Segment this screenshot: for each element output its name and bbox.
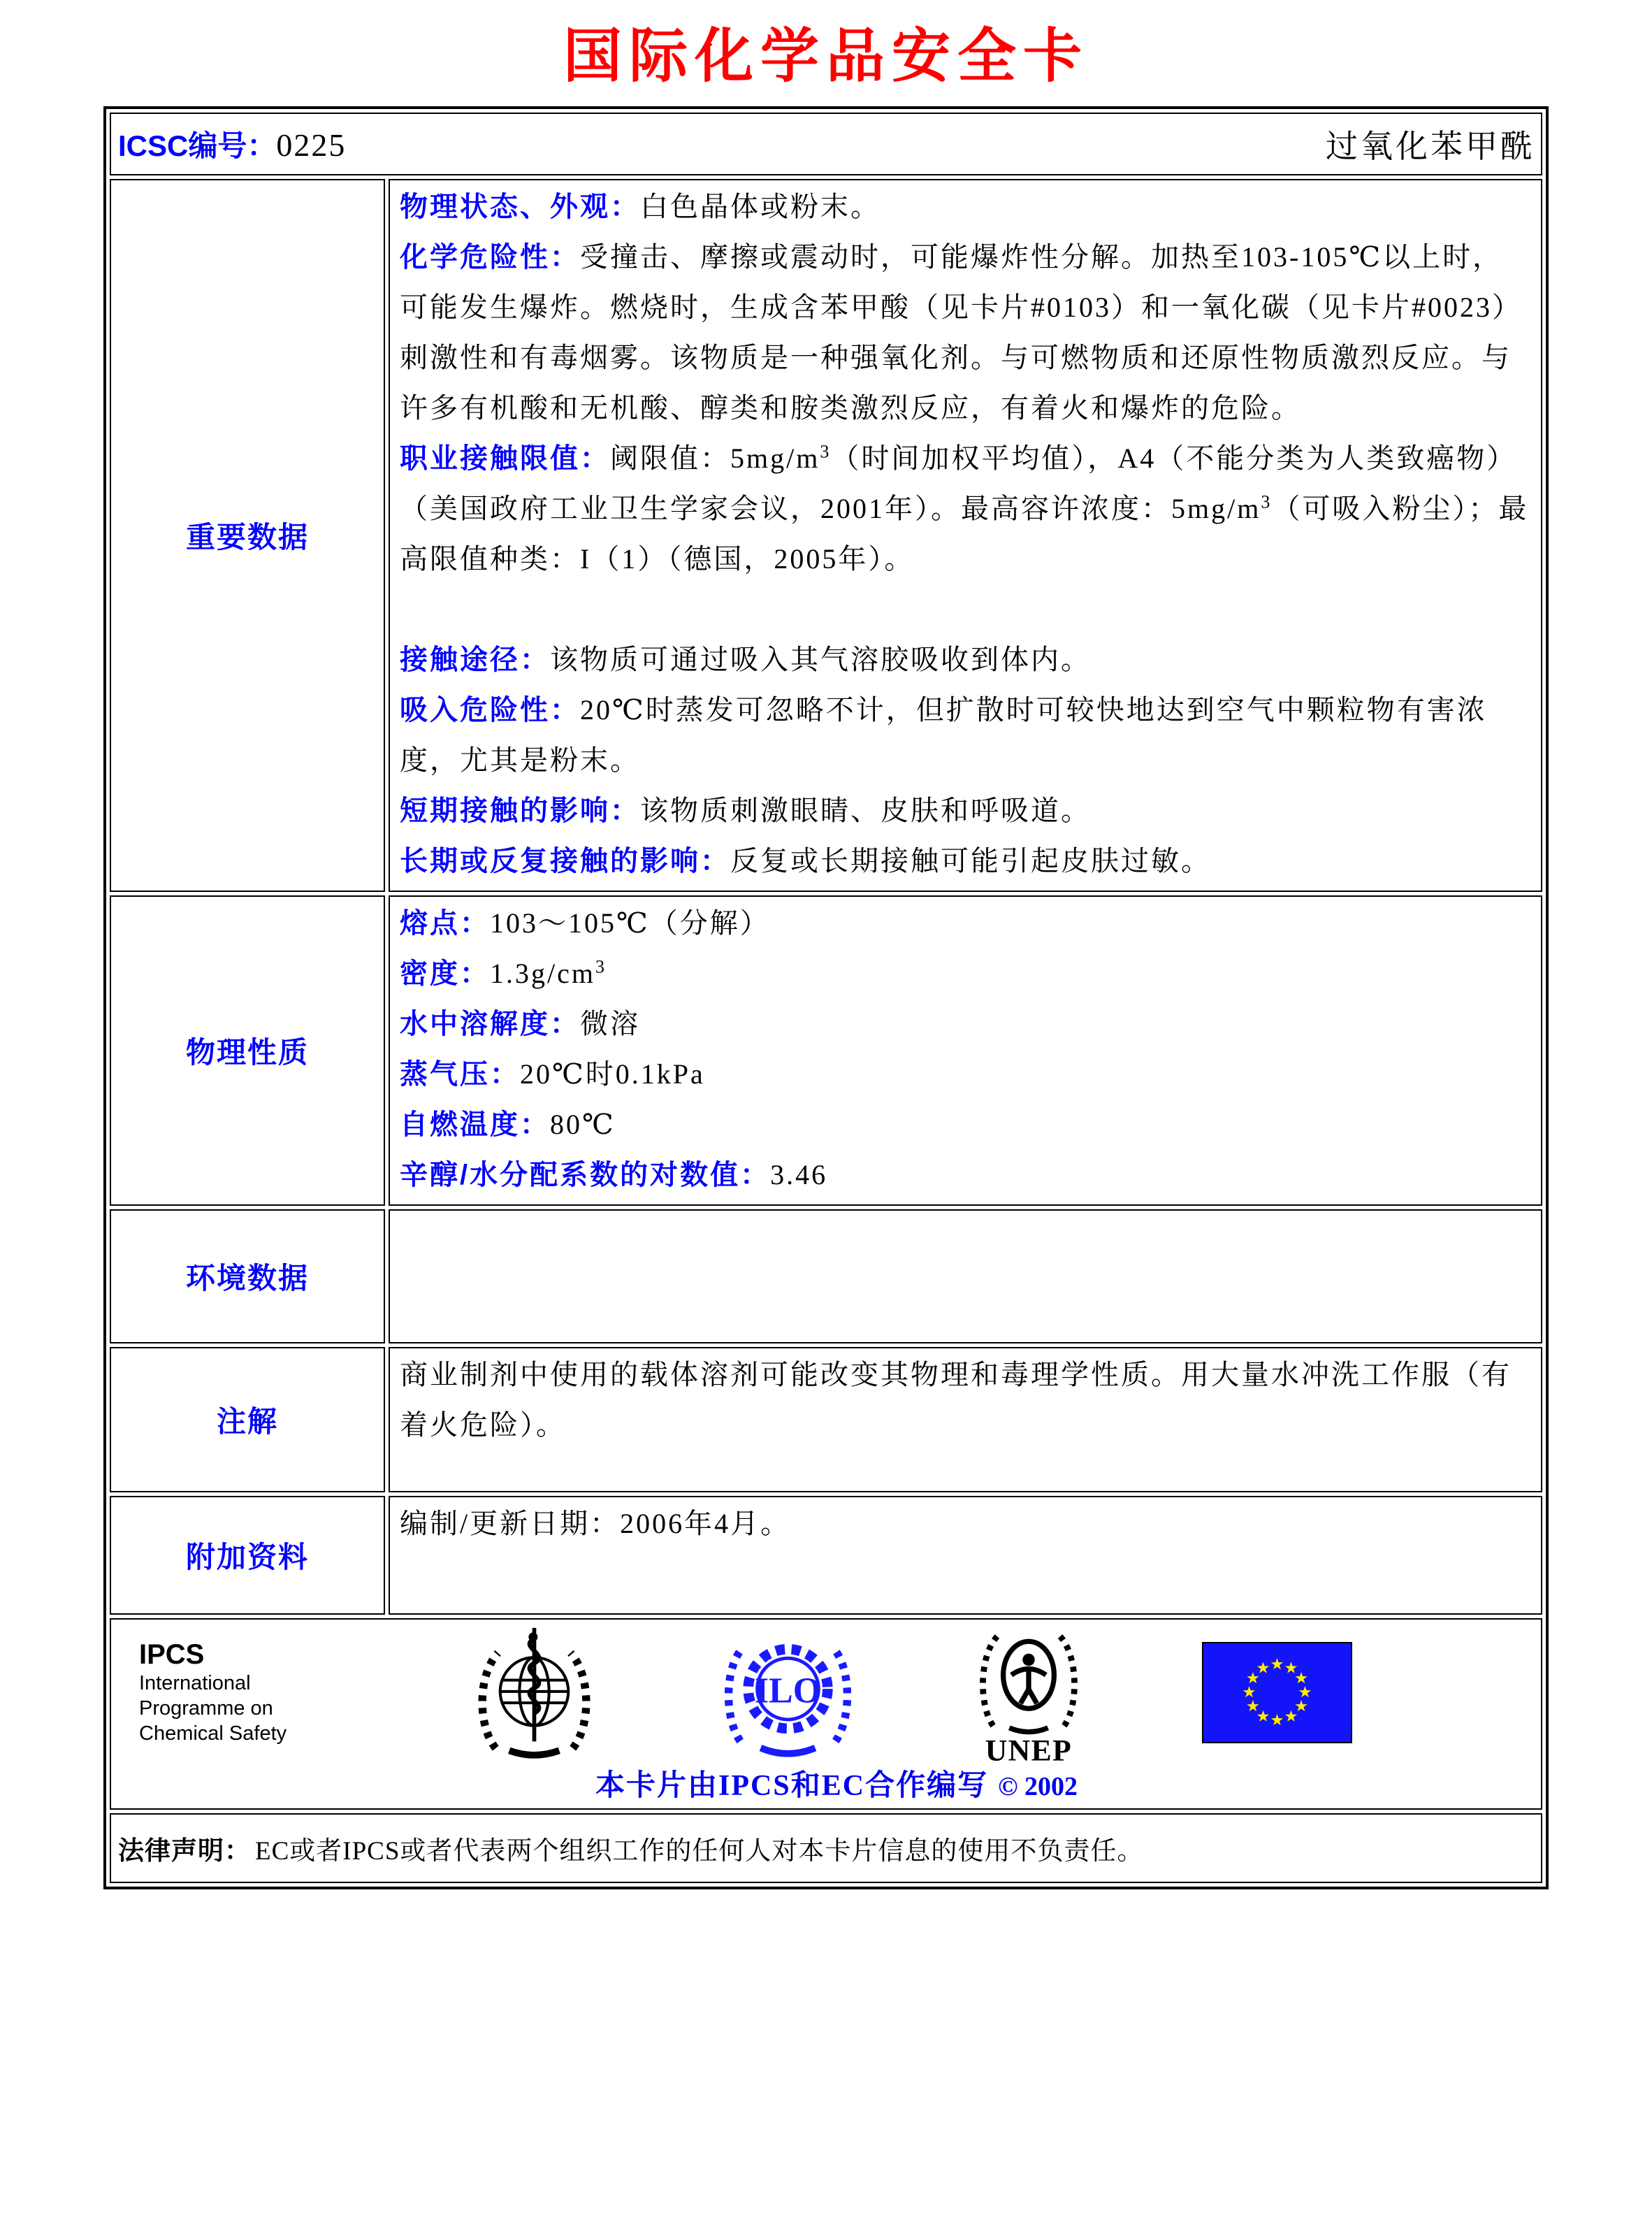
copyright-text: © 2002 [998, 1772, 1078, 1801]
field-label: 辛醇/水分配系数的对数值： [400, 1160, 771, 1190]
data-line: 长期或反复接触的影响：反复或长期接触可能引起皮肤过敏。 [400, 845, 1211, 877]
additional-info-text: 编制/更新日期：2006年4月。 [400, 1508, 791, 1539]
ipcs-title: IPCS [139, 1639, 205, 1670]
legal-row [110, 1813, 1542, 1883]
unep-logo-icon [973, 1619, 1085, 1766]
data-line: 辛醇/水分配系数的对数值：3.46 [400, 1159, 828, 1190]
field-label: 自燃温度： [400, 1109, 550, 1140]
ipcs-block [139, 1638, 349, 1746]
data-line: 职业接触限值：阈限值：$5mg/m^3$（时间加权平均值），A4（不能分类为人类致癌物）（美国政府工业卫生学家会议，2001年）。最高容许浓度：$5mg/m^3$（可吸入粉尘）；最高限值种类：I（1）（德国，2005年）。 [400, 441, 1529, 575]
field-label: 蒸气压： [400, 1059, 520, 1090]
data-line: 接触途径：该物质可通过吸入其气溶胶吸收到体内。 [400, 644, 1091, 675]
data-line: 自燃温度：80℃ [400, 1109, 616, 1140]
field-label: 化学危险性： [400, 242, 580, 273]
physical-properties-row [110, 895, 1542, 1206]
environmental-data-row [110, 1209, 1542, 1343]
field-label: 短期接触的影响： [400, 795, 640, 826]
icsc-number-label: ICSC编号： [118, 129, 277, 162]
environmental-data-content [389, 1209, 1542, 1343]
ipcs-line-1: International [139, 1672, 251, 1694]
who-logo-icon [466, 1621, 602, 1764]
data-line: 物理状态、外观：白色晶体或粉末。 [400, 191, 881, 222]
icsc-number-value: 0225 [276, 127, 347, 163]
field-label: 吸入危险性： [400, 695, 580, 726]
unep-label: UNEP [985, 1734, 1073, 1766]
data-line: 蒸气压：20℃时0.1kPa [400, 1058, 705, 1090]
data-line: 短期接触的影响：该物质刺激眼睛、皮肤和呼吸道。 [400, 795, 1091, 826]
notes-text: 商业制剂中使用的载体溶剂可能改变其物理和毒理学性质。用大量水冲洗工作服（有着火危险）。 [400, 1359, 1512, 1441]
data-line: 吸入危险性：20℃时蒸发可忽略不计，但扩散时可较快地达到空气中颗粒物有害浓度，尤其是粉末。 [400, 694, 1487, 776]
row-label-important-data: 重要数据 [110, 179, 385, 892]
field-label: 物理状态、外观： [400, 192, 640, 222]
blank-line [400, 584, 1531, 635]
header-cell [110, 113, 1542, 175]
footer-cell [110, 1618, 1542, 1810]
icsc-number-group [118, 123, 346, 165]
row-label-additional-info: 附加资料 [110, 1496, 385, 1615]
credit-text: 本卡片由IPCS和EC合作编写 [595, 1770, 989, 1802]
field-label: 密度： [400, 958, 490, 989]
field-label: 接触途径： [400, 644, 550, 675]
data-line: 熔点：103～105℃（分解） [400, 907, 770, 939]
footer-row [110, 1618, 1542, 1810]
credit-line [139, 1762, 1534, 1804]
icsc-card-table [103, 106, 1549, 1889]
data-line: 化学危险性：受撞击、摩擦或震动时，可能爆炸性分解。加热至103-105℃以上时，可能发生爆炸。燃烧时，生成含苯甲酸（见卡片#0103）和一氧化碳（见卡片#0023）刺激性和有毒烟雾。该物质是一种强氧化剂。与可燃物质和还原性物质激烈反应。与许多有机酸和无机酸、醇类和胺类激烈反应，有着火和爆炸的危险。 [400, 241, 1522, 424]
additional-info-row [110, 1496, 1542, 1615]
eu-flag-icon [1202, 1642, 1352, 1743]
ilo-letters: ILO [754, 1671, 821, 1711]
header-row [110, 113, 1542, 175]
ipcs-line-3: Chemical Safety [139, 1722, 287, 1745]
field-label: 熔点： [400, 908, 490, 939]
field-label: 长期或反复接触的影响： [400, 846, 730, 877]
row-label-environmental-data: 环境数据 [110, 1209, 385, 1343]
data-line: 水中溶解度：微溶 [400, 1008, 640, 1039]
ipcs-line-2: Programme on [139, 1697, 273, 1720]
important-data-content [389, 179, 1542, 892]
row-label-notes: 注解 [110, 1347, 385, 1492]
page-title: 国际化学品安全卡 [563, 24, 1089, 89]
notes-row [110, 1347, 1542, 1492]
important-data-row [110, 179, 1542, 892]
field-label: 水中溶解度： [400, 1009, 580, 1039]
legal-text: EC或者IPCS或者代表两个组织工作的任何人对本卡片信息的使用不负责任。 [255, 1837, 1144, 1866]
logo-row [139, 1624, 1534, 1766]
data-line: 密度：$1.3g/cm^3$ [400, 956, 607, 989]
ilo-logo-icon [720, 1622, 856, 1762]
legal-cell [110, 1813, 1542, 1883]
field-label: 职业接触限值： [400, 443, 610, 474]
chemical-name: 过氧化苯甲酰 [1326, 129, 1535, 164]
row-label-physical-properties: 物理性质 [110, 895, 385, 1206]
additional-info-content [389, 1496, 1542, 1615]
legal-label: 法律声明： [118, 1836, 251, 1865]
notes-content [389, 1347, 1542, 1492]
physical-properties-content [389, 895, 1542, 1206]
